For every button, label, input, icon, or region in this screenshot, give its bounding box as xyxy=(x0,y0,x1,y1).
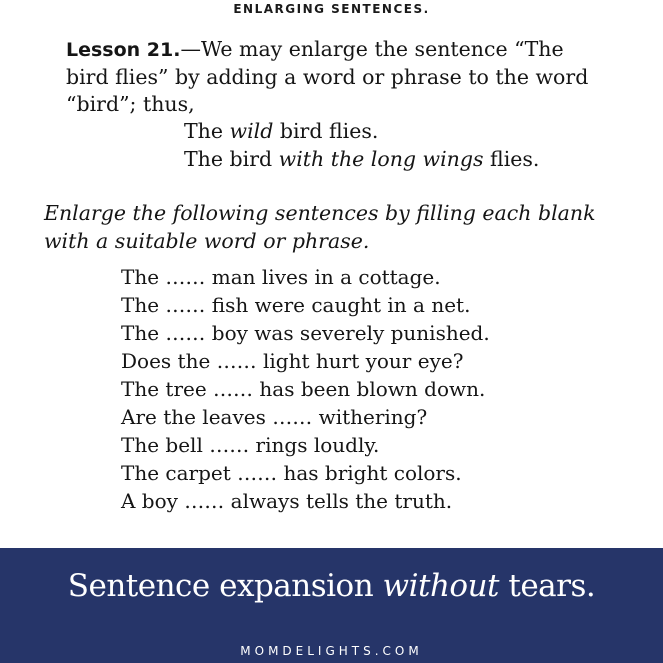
exercise-sentence: Are the leaves …… withering? xyxy=(121,405,428,429)
example-emphasis: with the long wings xyxy=(278,147,484,171)
exercise-sentence: Does the …… light hurt your eye? xyxy=(121,349,464,373)
exercise-sentence: The tree …… has been blown down. xyxy=(121,377,486,401)
lesson-intro: —We may enlarge the sentence “The bird flies” by adding a word or phrase to the word “bird”; thus, xyxy=(66,37,589,116)
example-text: The xyxy=(184,119,230,143)
exercise-sentence: The …… fish were caught in a net. xyxy=(121,293,471,317)
lesson-paragraph xyxy=(66,36,611,118)
footer-banner xyxy=(0,548,663,663)
lesson-label: Lesson 21. xyxy=(66,39,181,61)
exercise-sentence: The bell …… rings loudly. xyxy=(121,433,380,457)
example-text: bird flies. xyxy=(273,119,379,143)
site-url: MOMDELIGHTS.COM xyxy=(240,644,423,658)
exercise-sentence: The carpet …… has bright colors. xyxy=(121,461,462,485)
exercise-sentence: The …… man lives in a cottage. xyxy=(121,265,441,289)
tagline-text: Sentence expansion xyxy=(67,568,383,604)
exercise-sentence: The …… boy was severely punished. xyxy=(121,321,490,345)
tagline-text: tears. xyxy=(499,568,596,604)
tagline-emphasis: without xyxy=(382,568,500,604)
exercise-instruction: Enlarge the following sentences by filling each blank with a suitable word or phrase. xyxy=(44,201,596,253)
example-emphasis: wild xyxy=(229,119,274,143)
example-text: The bird xyxy=(184,147,279,171)
example-sentence xyxy=(184,146,539,173)
exercise-sentence-list xyxy=(121,263,490,515)
exercise-sentence: A boy …… always tells the truth. xyxy=(121,489,453,513)
example-sentence xyxy=(184,118,378,145)
example-text: flies. xyxy=(483,147,540,171)
tagline xyxy=(0,568,663,604)
page-title: ENLARGING SENTENCES. xyxy=(233,2,430,16)
